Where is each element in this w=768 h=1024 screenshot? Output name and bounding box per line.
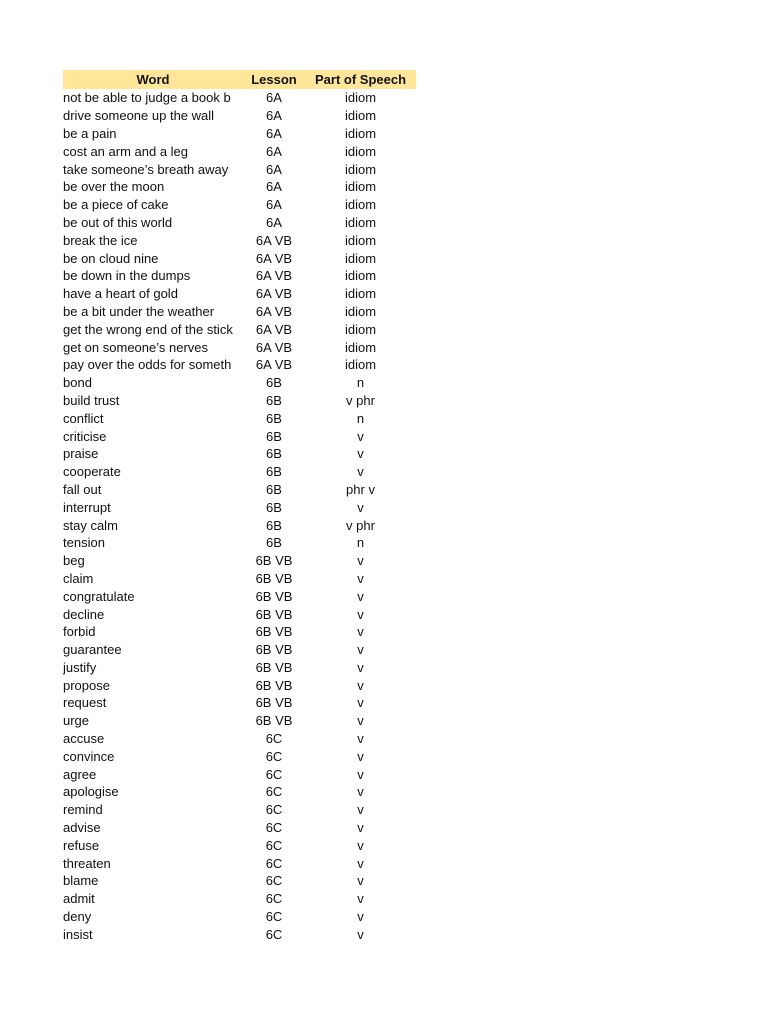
- table-row: [63, 160, 416, 178]
- word-cell: criticise: [63, 428, 107, 444]
- part-of-speech-cell: idiom: [344, 179, 377, 195]
- lesson-cell: 6A: [266, 197, 282, 213]
- table-row: [63, 659, 416, 677]
- part-of-speech-cell: v: [357, 606, 364, 622]
- table-row: [63, 409, 416, 427]
- part-of-speech-cell: idiom: [344, 143, 377, 159]
- table-row: [63, 801, 416, 819]
- lesson-cell: 6B: [266, 446, 282, 462]
- lesson-cell: 6B VB: [255, 659, 293, 675]
- part-of-speech-cell: v: [357, 909, 364, 925]
- lesson-cell: 6B VB: [255, 713, 293, 729]
- table-row: [63, 587, 416, 605]
- word-cell: be over the moon: [63, 179, 165, 195]
- part-of-speech-cell: idiom: [344, 286, 377, 302]
- table-row: [63, 107, 416, 125]
- word-cell: forbid: [63, 624, 96, 640]
- lesson-cell: 6B: [266, 410, 282, 426]
- lesson-cell: 6B: [266, 481, 282, 497]
- table-row: [63, 356, 416, 374]
- word-cell: be a bit under the weather: [63, 303, 215, 319]
- word-cell: break the ice: [63, 232, 138, 248]
- table-row: [63, 178, 416, 196]
- part-of-speech-cell: v: [357, 588, 364, 604]
- part-of-speech-cell: v: [357, 659, 364, 675]
- lesson-cell: 6A VB: [255, 232, 293, 248]
- word-cell: drive someone up the wall: [63, 108, 215, 124]
- word-cell: decline: [63, 606, 105, 622]
- part-of-speech-cell: idiom: [344, 357, 377, 373]
- word-cell: stay calm: [63, 517, 118, 533]
- table-row: [63, 196, 416, 214]
- part-of-speech-cell: v: [357, 446, 364, 462]
- word-cell: cost an arm and a leg: [63, 143, 189, 159]
- word-cell: get on someone’s nerves: [63, 339, 209, 355]
- part-of-speech-column-header: Part of Speech: [305, 70, 416, 89]
- table-row: [63, 285, 416, 303]
- word-cell: cooperate: [63, 464, 121, 480]
- table-row: [63, 819, 416, 837]
- part-of-speech-cell: v: [357, 499, 364, 515]
- part-of-speech-cell: idiom: [344, 268, 377, 284]
- header-row: [63, 70, 416, 89]
- word-cell: get the wrong end of the stick: [63, 321, 233, 337]
- lesson-cell: 6C: [265, 891, 283, 907]
- lesson-cell: 6C: [265, 909, 283, 925]
- word-cell: be on cloud nine: [63, 250, 159, 266]
- lesson-cell: 6B VB: [255, 642, 293, 658]
- part-of-speech-cell: idiom: [344, 125, 377, 141]
- lesson-cell: 6A: [266, 179, 282, 195]
- table-row: [63, 534, 416, 552]
- lesson-cell: 6C: [265, 802, 283, 818]
- table-row: [63, 214, 416, 232]
- word-cell: refuse: [63, 837, 100, 853]
- table-row: [63, 249, 416, 267]
- part-of-speech-cell: idiom: [344, 214, 377, 230]
- word-column-header: Word: [63, 70, 243, 89]
- table-row: [63, 374, 416, 392]
- part-of-speech-cell: v: [357, 873, 364, 889]
- word-cell: be a piece of cake: [63, 197, 169, 213]
- lesson-cell: 6A VB: [255, 303, 293, 319]
- part-of-speech-cell: v phr: [346, 392, 375, 408]
- lesson-cell: 6A: [266, 143, 282, 159]
- lesson-cell: 6C: [265, 766, 283, 782]
- word-cell: advise: [63, 820, 101, 836]
- table-row: [63, 89, 416, 107]
- word-cell: be a pain: [63, 125, 117, 141]
- lesson-cell: 6C: [265, 855, 283, 871]
- part-of-speech-cell: v: [357, 713, 364, 729]
- table-row: [63, 320, 416, 338]
- part-of-speech-cell: v: [357, 553, 364, 569]
- part-of-speech-cell: v: [357, 802, 364, 818]
- table-row: [63, 427, 416, 445]
- part-of-speech-cell: v: [357, 784, 364, 800]
- word-cell: urge: [63, 713, 90, 729]
- lesson-cell: 6A VB: [255, 286, 293, 302]
- table-row: [63, 267, 416, 285]
- word-cell: pay over the odds for someth: [63, 357, 232, 373]
- part-of-speech-cell: v: [357, 642, 364, 658]
- word-cell: be out of this world: [63, 214, 173, 230]
- lesson-cell: 6B: [266, 428, 282, 444]
- table-row: [63, 783, 416, 801]
- part-of-speech-cell: phr v: [346, 481, 375, 497]
- lesson-cell: 6B VB: [255, 624, 293, 640]
- table-row: [63, 836, 416, 854]
- part-of-speech-cell: v: [357, 855, 364, 871]
- part-of-speech-cell: v: [357, 891, 364, 907]
- table-row: [63, 392, 416, 410]
- part-of-speech-cell: idiom: [344, 161, 377, 177]
- word-cell: interrupt: [63, 499, 111, 515]
- word-cell: propose: [63, 677, 110, 693]
- word-cell: justify: [63, 659, 97, 675]
- word-cell: praise: [63, 446, 99, 462]
- part-of-speech-cell: idiom: [344, 232, 377, 248]
- lesson-cell: 6A: [266, 108, 282, 124]
- lesson-cell: 6B: [266, 464, 282, 480]
- lesson-cell: 6B: [266, 392, 282, 408]
- part-of-speech-cell: idiom: [344, 303, 377, 319]
- lesson-cell: 6C: [265, 873, 283, 889]
- part-of-speech-cell: v: [357, 731, 364, 747]
- word-cell: deny: [63, 909, 92, 925]
- table-row: [63, 854, 416, 872]
- part-of-speech-cell: n: [356, 375, 365, 391]
- word-cell: tension: [63, 535, 105, 551]
- word-cell: request: [63, 695, 107, 711]
- lesson-cell: 6B: [266, 517, 282, 533]
- word-cell: blame: [63, 873, 99, 889]
- lesson-cell: 6A VB: [255, 357, 293, 373]
- part-of-speech-cell: v: [357, 837, 364, 853]
- table-row: [63, 231, 416, 249]
- part-of-speech-cell: v: [357, 748, 364, 764]
- lesson-cell: 6B VB: [255, 677, 293, 693]
- word-cell: convince: [63, 748, 115, 764]
- table-row: [63, 338, 416, 356]
- table-row: [63, 552, 416, 570]
- table-row: [63, 481, 416, 499]
- vocabulary-table: [63, 70, 416, 943]
- table-row: [63, 712, 416, 730]
- table-row: [63, 908, 416, 926]
- part-of-speech-cell: v: [357, 695, 364, 711]
- table-row: [63, 641, 416, 659]
- table-row: [63, 747, 416, 765]
- table-row: [63, 925, 416, 943]
- part-of-speech-cell: v: [357, 820, 364, 836]
- word-cell: congratulate: [63, 588, 135, 604]
- table-row: [63, 676, 416, 694]
- lesson-cell: 6C: [265, 784, 283, 800]
- lesson-cell: 6B: [266, 375, 282, 391]
- word-cell: threaten: [63, 855, 111, 871]
- word-cell: conflict: [63, 410, 104, 426]
- word-cell: be down in the dumps: [63, 268, 191, 284]
- table-row: [63, 303, 416, 321]
- part-of-speech-cell: idiom: [344, 321, 377, 337]
- lesson-cell: 6A VB: [255, 250, 293, 266]
- table-row: [63, 445, 416, 463]
- part-of-speech-cell: idiom: [344, 197, 377, 213]
- word-cell: not be able to judge a book b: [63, 90, 231, 106]
- word-cell: have a heart of gold: [63, 286, 178, 302]
- lesson-cell: 6A: [266, 125, 282, 141]
- part-of-speech-cell: idiom: [344, 250, 377, 266]
- lesson-cell: 6B VB: [255, 695, 293, 711]
- lesson-cell: 6B VB: [255, 606, 293, 622]
- table-row: [63, 516, 416, 534]
- word-cell: build trust: [63, 392, 120, 408]
- lesson-cell: 6A VB: [255, 268, 293, 284]
- word-cell: apologise: [63, 784, 119, 800]
- part-of-speech-cell: v: [357, 624, 364, 640]
- table-row: [63, 765, 416, 783]
- word-cell: remind: [63, 802, 103, 818]
- part-of-speech-cell: n: [356, 410, 365, 426]
- table-row: [63, 890, 416, 908]
- table-row: [63, 872, 416, 890]
- lesson-cell: 6C: [265, 748, 283, 764]
- lesson-cell: 6C: [265, 820, 283, 836]
- word-cell: accuse: [63, 731, 105, 747]
- lesson-cell: 6B VB: [255, 570, 293, 586]
- part-of-speech-cell: v: [357, 570, 364, 586]
- part-of-speech-cell: v: [357, 464, 364, 480]
- table-row: [63, 463, 416, 481]
- table-row: [63, 623, 416, 641]
- table-row: [63, 694, 416, 712]
- table-row: [63, 142, 416, 160]
- table-row: [63, 125, 416, 143]
- part-of-speech-cell: idiom: [344, 108, 377, 124]
- lesson-cell: 6C: [265, 837, 283, 853]
- part-of-speech-cell: idiom: [344, 90, 377, 106]
- lesson-column-header: Lesson: [243, 70, 305, 89]
- lesson-cell: 6B: [266, 535, 282, 551]
- word-cell: bond: [63, 375, 92, 391]
- lesson-cell: 6A VB: [255, 321, 293, 337]
- word-cell: claim: [63, 570, 94, 586]
- table-row: [63, 498, 416, 516]
- word-cell: guarantee: [63, 642, 122, 658]
- word-cell: beg: [63, 553, 85, 569]
- lesson-cell: 6A: [266, 161, 282, 177]
- word-cell: insist: [63, 926, 93, 942]
- word-cell: fall out: [63, 481, 102, 497]
- lesson-cell: 6A: [266, 214, 282, 230]
- part-of-speech-cell: v: [357, 926, 364, 942]
- lesson-cell: 6A VB: [255, 339, 293, 355]
- part-of-speech-cell: v phr: [346, 517, 375, 533]
- word-cell: admit: [63, 891, 95, 907]
- part-of-speech-cell: n: [356, 535, 365, 551]
- lesson-cell: 6B VB: [255, 553, 293, 569]
- table-row: [63, 605, 416, 623]
- lesson-cell: 6A: [266, 90, 282, 106]
- part-of-speech-cell: idiom: [344, 339, 377, 355]
- lesson-cell: 6C: [265, 926, 283, 942]
- lesson-cell: 6B VB: [255, 588, 293, 604]
- part-of-speech-cell: v: [357, 766, 364, 782]
- part-of-speech-cell: v: [357, 677, 364, 693]
- table-row: [63, 570, 416, 588]
- word-cell: agree: [63, 766, 97, 782]
- word-cell: take someone’s breath away: [63, 161, 229, 177]
- lesson-cell: 6C: [265, 731, 283, 747]
- part-of-speech-cell: v: [357, 428, 364, 444]
- table-row: [63, 730, 416, 748]
- lesson-cell: 6B: [266, 499, 282, 515]
